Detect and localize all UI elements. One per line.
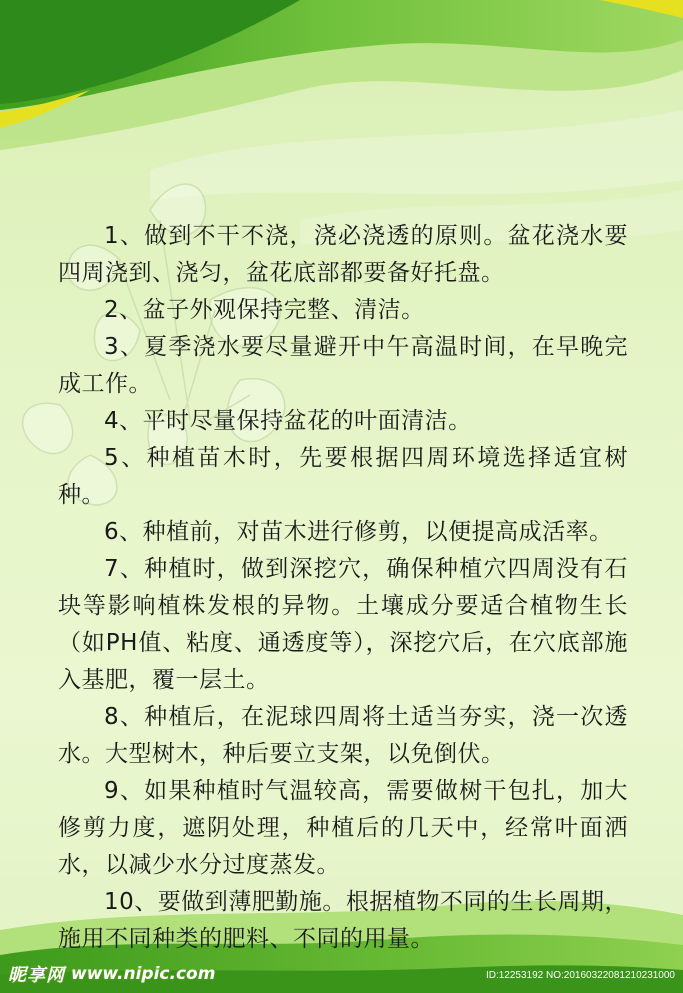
watermark-logo: 昵享网 (8, 965, 65, 986)
instruction-item-10: 10、要做到薄肥勤施。根据植物不同的生长周期，施用不同种类的肥料、不同的用量。 (58, 889, 628, 952)
care-instructions (58, 218, 628, 958)
site-watermark (8, 961, 215, 987)
instruction-item-9: 9、如果种植时气温较高，需要做树干包扎，加大修剪力度，遮阴处理，种植后的几天中，经常叶面洒水，以减少水分过度蒸发。 (58, 778, 628, 878)
instruction-item-7: 7、种植时，做到深挖穴，确保种植穴四周没有石块等影响植株发根的异物。土壤成分要适合植物生长（如PH值、粘度、通透度等），深挖穴后，在穴底部施入基肥，覆一层土。 (58, 556, 628, 693)
instruction-item-6: 6、种植前，对苗木进行修剪，以便提高成活率。 (104, 519, 613, 545)
instruction-item-5: 5、种植苗木时，先要根据四周环境选择适宜树种。 (58, 445, 628, 508)
instruction-item-4: 4、平时尽量保持盆花的叶面清洁。 (104, 408, 472, 434)
instruction-item-3: 3、夏季浇水要尽量避开中午高温时间，在早晚完成工作。 (58, 334, 628, 397)
image-id-label: ID:12253192 NO:20160322081210231000 (485, 970, 675, 981)
instruction-item-2: 2、盆子外观保持完整、清洁。 (104, 297, 425, 323)
watermark-url: www.nipic.com (71, 964, 216, 984)
instruction-item-1: 1、做到不干不浇，浇必浇透的原则。盆花浇水要四周浇到、浇匀，盆花底部都要备好托盘。 (58, 223, 628, 286)
instruction-item-8: 8、种植后，在泥球四周将土适当夯实，浇一次透水。大型树木，种后要立支架，以免倒伏。 (58, 704, 628, 767)
